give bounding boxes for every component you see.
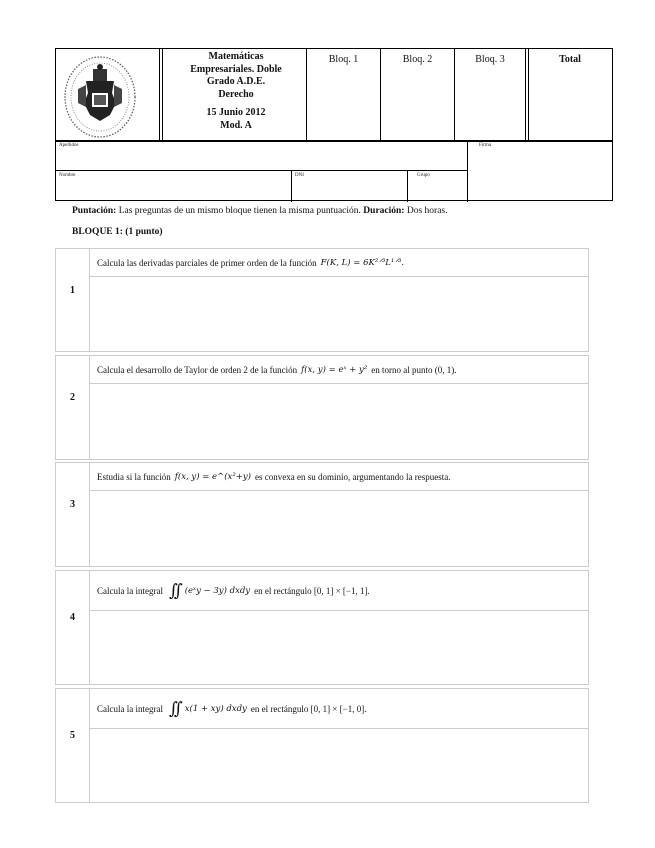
exam-title bbox=[165, 51, 307, 132]
question-box bbox=[55, 355, 589, 460]
block-title: BLOQUE 1: (1 punto) bbox=[72, 227, 163, 237]
subject-line-2: Empresariales. Doble bbox=[190, 63, 282, 75]
exam-header-table bbox=[55, 48, 613, 201]
question-box bbox=[55, 248, 589, 352]
question-box bbox=[55, 462, 589, 567]
subject-line-4: Derecho bbox=[218, 88, 254, 100]
apellidos-field-label: Apellidos bbox=[59, 143, 79, 148]
duracion-label: Duración: bbox=[363, 206, 405, 216]
university-seal-icon bbox=[62, 53, 138, 139]
question-box bbox=[55, 688, 589, 803]
question-number: 1 bbox=[56, 249, 90, 351]
question-box bbox=[55, 570, 589, 685]
dni-field-label: DNI bbox=[295, 173, 304, 178]
question-number: 5 bbox=[56, 689, 90, 802]
question-prompt bbox=[90, 249, 588, 277]
question-prompt bbox=[90, 356, 588, 384]
question-number: 3 bbox=[56, 463, 90, 566]
double-integral-icon: ∫∫ bbox=[168, 580, 179, 601]
firma-field-label: Firma bbox=[479, 143, 491, 148]
exam-info bbox=[72, 206, 447, 216]
duracion-text: Dos horas. bbox=[406, 206, 448, 216]
question-formula: (eˣy − 3y) dxdy bbox=[184, 585, 251, 596]
question-prompt bbox=[90, 689, 588, 729]
question-text-tail: es convexa en su dominio, argumentando la respuesta. bbox=[254, 471, 451, 482]
grupo-field-label: Grupo bbox=[417, 173, 430, 178]
puntuacion-text: Las preguntas de un mismo bloque tienen la misma puntuación. bbox=[118, 206, 361, 216]
question-text: Calcula la integral bbox=[97, 585, 163, 596]
question-prompt bbox=[90, 463, 588, 491]
question-formula: F(K, L) = 6K²ᐟ³L¹ᐟ³. bbox=[320, 257, 405, 268]
total-score-cell: Total bbox=[559, 54, 581, 65]
question-text-tail: en el rectángulo [0, 1] × [−1, 1]. bbox=[254, 585, 370, 596]
question-formula: f(x, y) = eˣ + y² bbox=[301, 364, 368, 375]
question-number: 2 bbox=[56, 356, 90, 459]
question-formula: x(1 + xy) dxdy bbox=[184, 703, 247, 714]
puntuacion-label: Puntación: bbox=[72, 206, 117, 216]
question-prompt bbox=[90, 571, 588, 611]
bloq-2-score-cell: Bloq. 2 bbox=[402, 54, 433, 65]
subject-line-3: Grado A.D.E. bbox=[206, 76, 266, 87]
question-text: Calcula la integral bbox=[97, 703, 163, 714]
question-text: Estudia si la función bbox=[97, 471, 171, 482]
bloq-3-score-cell: Bloq. 3 bbox=[475, 54, 505, 65]
question-text: Calcula el desarrollo de Taylor de orden 2 de la función bbox=[97, 364, 298, 375]
double-integral-icon: ∫∫ bbox=[168, 698, 179, 719]
bloq-1-score-cell: Bloq. 1 bbox=[328, 54, 359, 65]
question-number: 4 bbox=[56, 571, 90, 684]
question-text-tail: en torno al punto (0, 1). bbox=[371, 364, 457, 375]
exam-date: 15 Junio 2012 bbox=[206, 107, 266, 118]
question-formula: f(x, y) = e^(x²+y) bbox=[174, 471, 251, 482]
exam-model: Mod. A bbox=[220, 119, 252, 131]
question-text: Calcula las derivadas parciales de primer orden de la función bbox=[97, 257, 317, 268]
nombre-field-label: Nombre bbox=[59, 173, 76, 178]
subject-line-1: Matemáticas bbox=[208, 51, 264, 62]
question-text-tail: en el rectángulo [0, 1] × [−1, 0]. bbox=[250, 703, 367, 714]
